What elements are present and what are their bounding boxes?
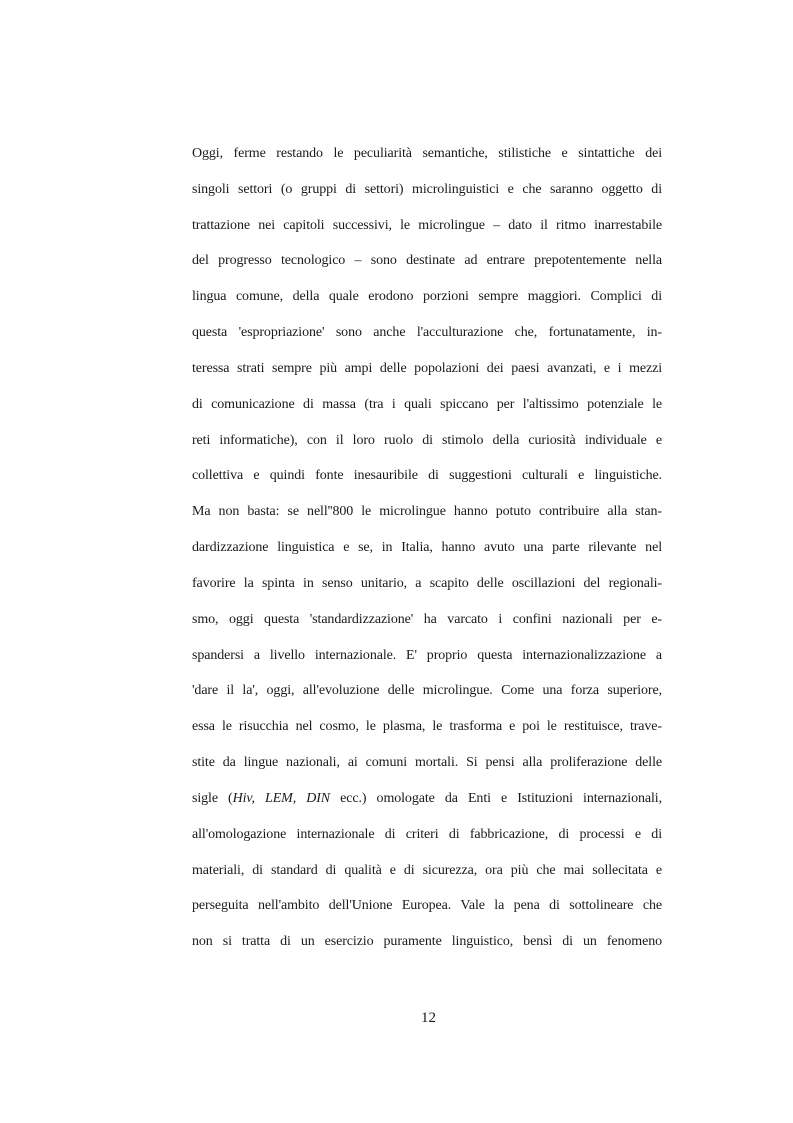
text-line: Oggi, ferme restando le peculiarità semantiche, stilistiche e sintattiche dei [192,146,662,161]
page-number: 12 [421,1010,436,1026]
text-line: all'omologazione internazionale di criteri di fabbricazione, di processi e di [192,826,662,842]
text-line: collettiva e quindi fonte inesauribile di suggestioni culturali e linguistiche. [192,468,662,484]
text-segment: sigle ( [192,790,233,806]
text-line: essa le risucchia nel cosmo, le plasma, le trasforma e poi le restituisce, trave- [192,719,662,735]
text-line: 'dare il la', oggi, all'evoluzione delle microlingue. Come una forza superiore, [192,683,662,699]
text-segment: ecc.) omologate da Enti e Istituzioni internazionali, [330,790,662,806]
text-line: reti informatiche), con il loro ruolo di stimolo della curiosità individuale e [192,432,662,448]
text-line: perseguita nell'ambito dell'Unione Europea. Vale la pena di sottolineare che [192,898,662,914]
text-line: del progresso tecnologico – sono destinate ad entrare prepotentemente nella [192,253,662,269]
text-line: lingua comune, della quale erodono porzioni sempre maggiori. Complici di [192,289,662,305]
body-paragraph [192,140,662,964]
text-line: Ma non basta: se nell''800 le microlingue hanno potuto contribuire alla stan- [192,504,662,520]
text-line: questa 'espropriazione' sono anche l'acculturazione che, fortunatamente, in- [192,325,662,341]
text-line: singoli settori (o gruppi di settori) microlinguistici e che saranno oggetto di [192,181,662,197]
text-line: teressa strati sempre più ampi delle popolazioni dei paesi avanzati, e i mezzi [192,360,662,376]
text-line: spandersi a livello internazionale. E' proprio questa internazionalizzazione a [192,647,662,663]
text-line: favorire la spinta in senso unitario, a scapito delle oscillazioni del regionali- [192,575,662,591]
text-line-with-italic [192,785,662,821]
text-line: stite da lingue nazionali, ai comuni mortali. Si pensi alla proliferazione delle [192,755,662,771]
italic-acronyms: Hiv, LEM, DIN [232,790,331,806]
text-line: trattazione nei capitoli successivi, le microlingue – dato il ritmo inarrestabile [192,217,662,233]
text-line: di comunicazione di massa (tra i quali spiccano per l'altissimo potenziale le [192,396,662,412]
text-line: materiali, di standard di qualità e di sicurezza, ora più che mai sollecitata e [192,862,662,878]
text-line: non si tratta di un esercizio puramente linguistico, bensì di un fenomeno [192,934,662,950]
text-line: dardizzazione linguistica e se, in Italia, hanno avuto una parte rilevante nel [192,540,662,556]
text-line: smo, oggi questa 'standardizzazione' ha varcato i confini nazionali per e- [192,611,662,627]
